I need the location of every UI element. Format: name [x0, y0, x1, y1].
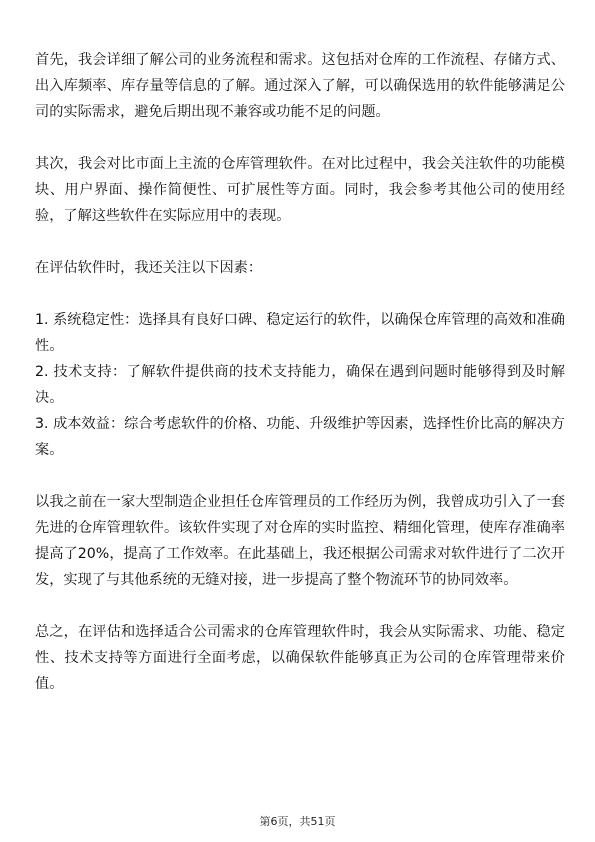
paragraph-market-comparison: 其次，我会对比市面上主流的仓库管理软件。在对比过程中，我会关注软件的功能模块、用户界面、操作简便性、可扩展性等方面。同时，我会参考其他公司的使用经验，了解这些软件在实际应用中的表现。 [35, 156, 565, 224]
paragraph-experience-example: 以我之前在一家大型制造企业担任仓库管理员的工作经历为例，我曾成功引入了一套先进的仓库管理软件。该软件实现了对仓库的实时监控、精细化管理，使库存准确率提高了20%，提高了工作效率。在此基础上，我还根据公司需求对软件进行了二次开发，实现了与其他系统的无缝对接，进一步提高了整个物流环节的协同效率。 [35, 494, 565, 588]
list-item-stability: 1. 系统稳定性：选择具有良好口碑、稳定运行的软件，以确保仓库管理的高效和准确性。 [35, 312, 565, 354]
paragraph-gap [35, 229, 565, 255]
paragraph-needs-analysis: 首先，我会详细了解公司的业务流程和需求。这包括对仓库的工作流程、存储方式、出入库频率、库存量等信息的了解。通过深入了解，可以确保选用的软件能够满足公司的实际需求，避免后期出现不兼容或功能不足的问题。 [35, 52, 565, 120]
document-body [35, 47, 565, 697]
paragraph-gap [35, 281, 565, 307]
paragraph-evaluation-intro: 在评估软件时，我还关注以下因素： [35, 260, 263, 276]
list-item-cost-benefit: 3. 成本效益：综合考虑软件的价格、功能、升级维护等因素，选择性价比高的解决方案。 [35, 416, 565, 458]
paragraph-gap [35, 593, 565, 619]
paragraph-gap [35, 125, 565, 151]
page-number-footer: 第6页，共51页 [259, 815, 336, 828]
list-item-tech-support: 2. 技术支持：了解软件提供商的技术支持能力，确保在遇到问题时能够得到及时解决。 [35, 364, 565, 406]
paragraph-conclusion: 总之，在评估和选择适合公司需求的仓库管理软件时，我会从实际需求、功能、稳定性、技术支持等方面进行全面考虑，以确保软件能够真正为公司的仓库管理带来价值。 [35, 624, 565, 692]
paragraph-gap [35, 463, 565, 489]
